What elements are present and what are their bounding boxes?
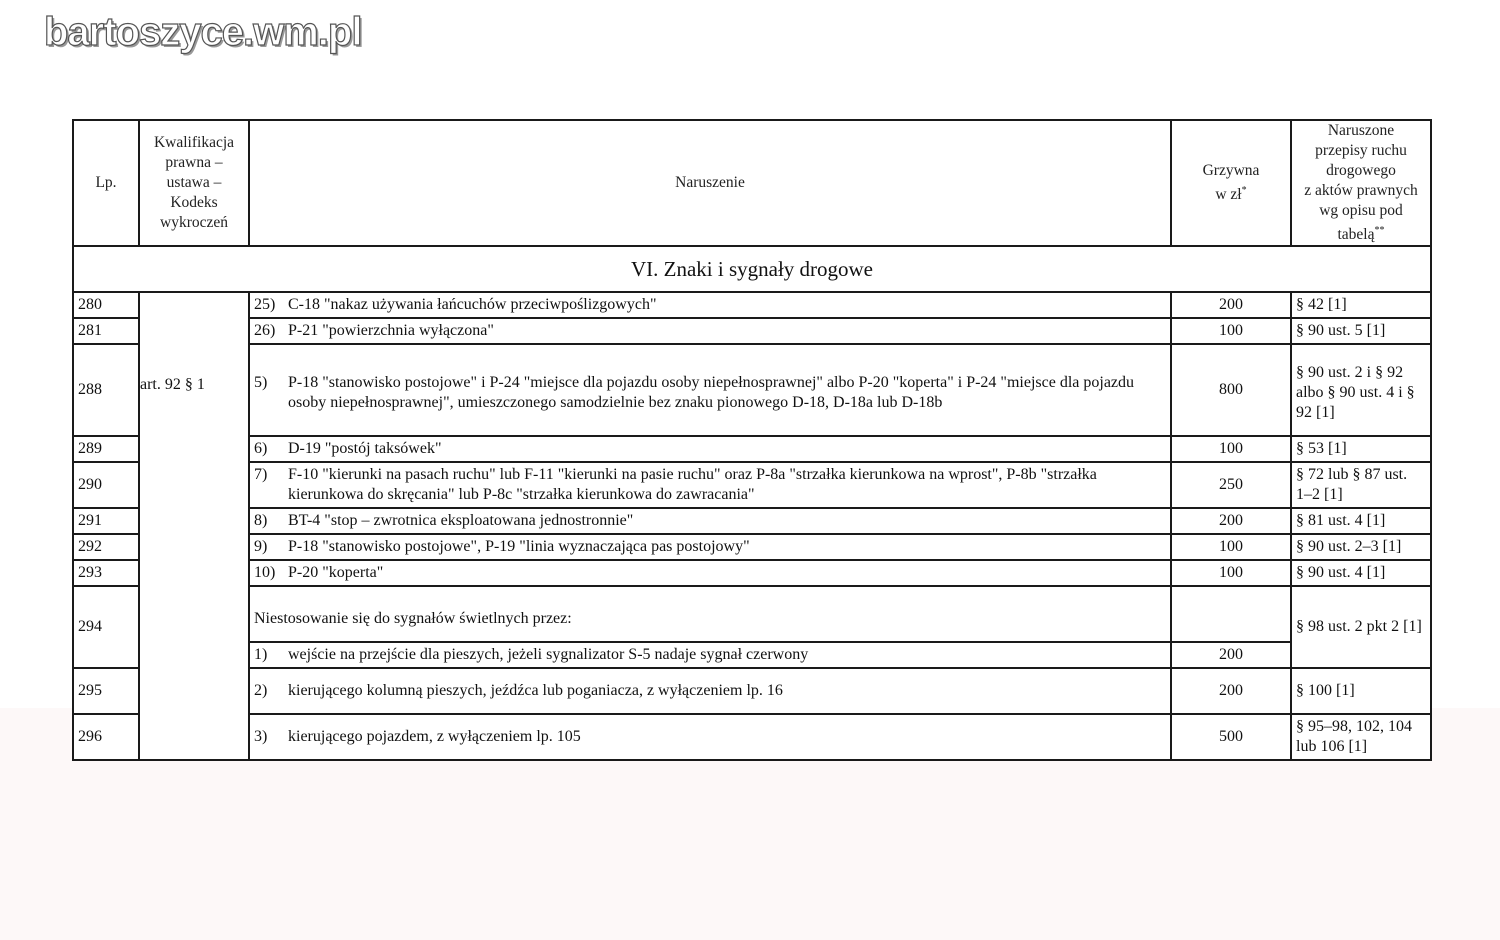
- legal-reference: § 90 ust. 4 [1]: [1291, 560, 1431, 586]
- violation-number: 1): [254, 646, 268, 664]
- fine-amount: 200: [1171, 508, 1291, 534]
- row-lp: 291: [73, 508, 139, 534]
- footnote-mark: **: [1374, 225, 1385, 236]
- violation-text: BT-4 "stop – zwrotnica eksploatowana jednostronnie": [288, 512, 634, 530]
- header-kwalifikacja: [139, 120, 249, 246]
- header-kwalifikacja-line: Kwalifikacja: [153, 134, 235, 152]
- header-przepisy-line: Naruszone: [1327, 122, 1395, 139]
- legal-reference: § 100 [1]: [1291, 668, 1431, 714]
- table-row: [73, 714, 1431, 760]
- legal-reference: § 95–98, 102, 104 lub 106 [1]: [1291, 714, 1431, 760]
- fine-amount: 100: [1171, 436, 1291, 462]
- violation-cell: [249, 436, 1171, 462]
- violation-text: kierującego pojazdem, z wyłączeniem lp. 105: [288, 728, 581, 746]
- violation-cell: [249, 668, 1171, 714]
- violation-cell: [249, 462, 1171, 508]
- fine-amount: 250: [1171, 462, 1291, 508]
- fine-amount: 200: [1171, 642, 1291, 668]
- table-row: [73, 642, 1431, 668]
- table-row: [73, 534, 1431, 560]
- fine-amount: 100: [1171, 560, 1291, 586]
- empty-amount-cell: [1171, 586, 1291, 642]
- table-row: [73, 508, 1431, 534]
- violation-number: 25): [254, 296, 276, 314]
- violation-text: P-20 "koperta": [288, 564, 384, 582]
- violation-cell: [249, 508, 1171, 534]
- violation-number: 6): [254, 440, 268, 458]
- violation-number: 8): [254, 512, 268, 530]
- violation-text: wejście na przejście dla pieszych, jeżeli sygnalizator S-5 nadaje sygnał czerwony: [288, 646, 809, 664]
- legal-reference: § 90 ust. 2 i § 92 albo § 90 ust. 4 i § 92 [1]: [1291, 344, 1431, 436]
- row-lp: 280: [73, 292, 139, 318]
- violation-intro: Niestosowanie się do sygnałów świetlnych przez:: [249, 586, 1171, 642]
- header-lp: Lp.: [73, 120, 139, 246]
- violation-cell: [249, 534, 1171, 560]
- row-lp: 281: [73, 318, 139, 344]
- header-przepisy-line: z aktów prawnych: [1304, 182, 1418, 199]
- violation-number: 3): [254, 728, 268, 746]
- violation-number: 7): [254, 466, 268, 484]
- row-lp: 296: [73, 714, 139, 760]
- header-grzywna-line: [1176, 181, 1286, 205]
- fine-amount: 800: [1171, 344, 1291, 436]
- header-kwalifikacja-line: prawna –: [165, 154, 223, 172]
- fine-amount: 100: [1171, 534, 1291, 560]
- legal-reference: § 81 ust. 4 [1]: [1291, 508, 1431, 534]
- violation-text: D-19 "postój taksówek": [288, 440, 442, 458]
- legal-reference: § 98 ust. 2 pkt 2 [1]: [1291, 586, 1431, 668]
- section-title: VI. Znaki i sygnały drogowe: [73, 246, 1431, 292]
- header-przepisy-line: wg opisu pod: [1319, 202, 1403, 219]
- violation-text: P-21 "powierzchnia wyłączona": [288, 322, 494, 340]
- violation-number: 5): [254, 374, 268, 392]
- header-kwalifikacja-line: ustawa –: [166, 174, 222, 192]
- table-row: [73, 668, 1431, 714]
- table-row: [73, 344, 1431, 436]
- violation-text: P-18 "stanowisko postojowe", P-19 "linia wyznaczająca pas postojowy": [288, 538, 750, 556]
- header-przepisy: [1291, 120, 1431, 246]
- fines-table: [72, 119, 1432, 761]
- row-lp: 295: [73, 668, 139, 714]
- fine-amount: 200: [1171, 668, 1291, 714]
- legal-reference: § 90 ust. 5 [1]: [1291, 318, 1431, 344]
- table-row-intro: [73, 586, 1431, 642]
- table-row: [73, 318, 1431, 344]
- violation-text: C-18 "nakaz używania łańcuchów przeciwpoślizgowych": [288, 296, 657, 314]
- legal-reference: § 53 [1]: [1291, 436, 1431, 462]
- header-przepisy-line: drogowego: [1326, 162, 1396, 179]
- header-przepisy-line: przepisy ruchu: [1315, 142, 1407, 159]
- header-grzywna-line: Grzywna: [1202, 162, 1260, 179]
- violation-cell: [249, 318, 1171, 344]
- violation-number: 26): [254, 322, 276, 340]
- qualification-cell: [139, 292, 249, 760]
- violation-cell: [249, 560, 1171, 586]
- row-lp: 294: [73, 586, 139, 668]
- footnote-mark: *: [1241, 185, 1247, 196]
- violation-cell: [249, 344, 1171, 436]
- fine-amount: 200: [1171, 292, 1291, 318]
- header-kwalifikacja-line: wykroczeń: [160, 214, 228, 232]
- legal-reference: § 72 lub § 87 ust. 1–2 [1]: [1291, 462, 1431, 508]
- violation-number: 10): [254, 564, 276, 582]
- row-lp: 293: [73, 560, 139, 586]
- fine-amount: 500: [1171, 714, 1291, 760]
- fine-amount: 100: [1171, 318, 1291, 344]
- table-row: [73, 462, 1431, 508]
- row-lp: 289: [73, 436, 139, 462]
- legal-reference: § 42 [1]: [1291, 292, 1431, 318]
- table-row: [73, 292, 1431, 318]
- header-grzywna-unit: w zł: [1215, 186, 1242, 204]
- violation-number: 9): [254, 538, 268, 556]
- violation-cell: [249, 714, 1171, 760]
- row-lp: 290: [73, 462, 139, 508]
- qualification-text: art. 92 § 1: [140, 376, 205, 394]
- table-row: [73, 560, 1431, 586]
- fines-table-container: [72, 119, 1430, 761]
- section-row: [73, 246, 1431, 292]
- violation-text: F-10 "kierunki na pasach ruchu" lub F-11 "kierunki na pasie ruchu" oraz P-8a "strzałka kierunkowa na wprost", P-8b "strzałka kierunkowa do skręcania" lub P-8c "strzałka kierunkowa do zawracania": [288, 466, 1097, 504]
- violation-text: P-18 "stanowisko postojowe" i P-24 "miejsce dla pojazdu osoby niepełnosprawnej" albo P-20 "koperta" i P-24 "miejsce dla pojazdu osoby niepełnosprawnej", umieszczonego samodzielnie bez znaku pionowego D-18, D-18a lub D-18b: [288, 374, 1135, 412]
- violation-number: 2): [254, 682, 268, 700]
- site-watermark: bartoszyce.wm.pl: [44, 10, 362, 54]
- header-naruszenie: Naruszenie: [249, 120, 1171, 246]
- header-grzywna: [1171, 120, 1291, 246]
- violation-text: kierującego kolumną pieszych, jeźdźca lub poganiacza, z wyłączeniem lp. 16: [288, 682, 783, 700]
- header-kwalifikacja-line: Kodeks: [170, 194, 218, 212]
- table-header-row: [73, 120, 1431, 246]
- header-przepisy-line: [1296, 221, 1426, 245]
- violation-cell: [249, 642, 1171, 668]
- row-lp: 288: [73, 344, 139, 436]
- legal-reference: § 90 ust. 2–3 [1]: [1291, 534, 1431, 560]
- violation-cell: [249, 292, 1171, 318]
- header-przepisy-last: tabelą: [1337, 226, 1375, 244]
- row-lp: 292: [73, 534, 139, 560]
- table-row: [73, 436, 1431, 462]
